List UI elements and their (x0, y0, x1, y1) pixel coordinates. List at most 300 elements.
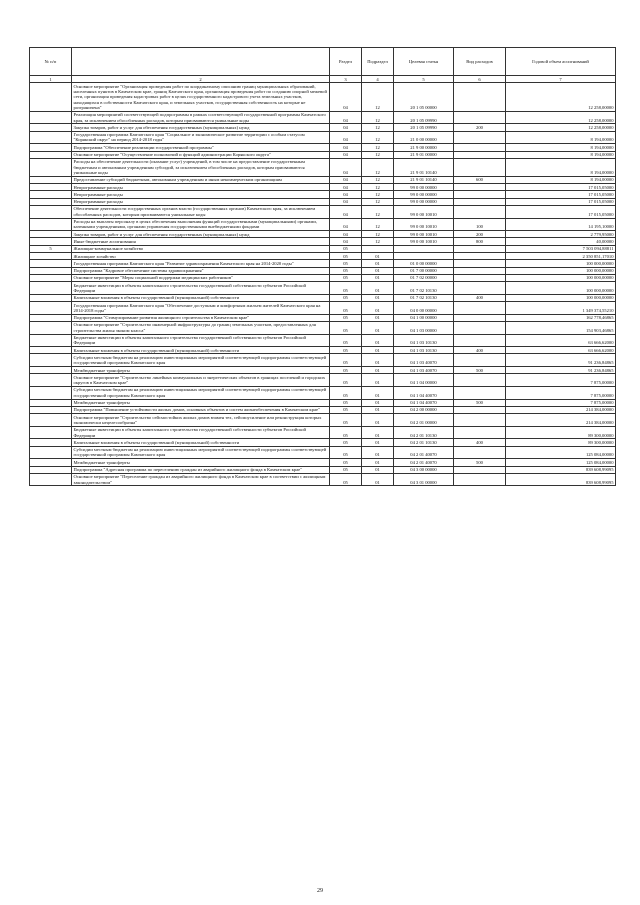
row-name: Государственная программа Камчатского края "Развитие здравоохранения Камчатского края на 2014-2020 годы" (72, 260, 330, 267)
column-index-row (30, 76, 616, 83)
row-amount: 154 903,46865 (506, 321, 616, 334)
table-header-row (30, 48, 616, 76)
row-section: 04 (330, 205, 362, 218)
header-name (72, 48, 330, 76)
row-name: Непрограммные расходы (72, 198, 330, 205)
row-name: Бюджетные инвестиции в объекты капитального строительства государственной собственности субъектов Российской Федерации (72, 426, 330, 439)
row-number (30, 354, 72, 367)
row-amount: 839 608,99095 (506, 473, 616, 486)
row-expense-type (454, 111, 506, 124)
row-name: Основное мероприятие "Строительство линейных коммунальных и энергетических объектов в границах поселений и городских округов в Камчатском крае" (72, 374, 330, 387)
row-section: 05 (330, 399, 362, 406)
row-subsection: 01 (362, 386, 394, 399)
row-article: 04 1 00 00000 (394, 314, 454, 321)
row-expense-type (454, 144, 506, 151)
row-section: 05 (330, 282, 362, 295)
row-amount: 100 000,00000 (506, 260, 616, 267)
row-article: 20 1 05 09990 (394, 124, 454, 131)
row-article: 99 0 00 10010 (394, 238, 454, 245)
row-article: 99 0 00 00000 (394, 191, 454, 198)
row-name: Иные бюджетные ассигнования (72, 238, 330, 245)
row-name: Реализация мероприятий соответствующей подпрограммы в рамках соответствующей государственной программы Камчатского края, за исключением обособленных расходов, которым присваиваются уникальные коды (72, 111, 330, 124)
row-section: 05 (330, 446, 362, 459)
row-expense-type (454, 267, 506, 274)
row-number (30, 83, 72, 111)
row-name: Предоставление субсидий бюджетным, автономным учреждениям и иным некоммерческим организациям (72, 176, 330, 183)
row-article: 99 0 00 10010 (394, 231, 454, 238)
row-number (30, 111, 72, 124)
row-amount: 100 000,00000 (506, 294, 616, 301)
row-expense-type (454, 302, 506, 315)
row-expense-type (454, 473, 506, 486)
row-expense-type: 400 (454, 347, 506, 354)
row-article: 04 0 00 00000 (394, 302, 454, 315)
row-expense-type (454, 191, 506, 198)
row-subsection: 01 (362, 347, 394, 354)
row-section: 05 (330, 414, 362, 427)
row-number (30, 426, 72, 439)
row-name: Межбюджетные трансферты (72, 367, 330, 374)
row-section: 04 (330, 111, 362, 124)
row-name: Непрограммные расходы (72, 191, 330, 198)
row-article: 04 2 01 00000 (394, 414, 454, 427)
row-number (30, 473, 72, 486)
row-name: Подпрограмма "Адресная программа по переселению граждан из аварийного жилищного фонда в Камчатском крае" (72, 466, 330, 473)
row-number (30, 231, 72, 238)
row-expense-type (454, 414, 506, 427)
table-row (30, 426, 616, 439)
row-article: 04 2 00 00000 (394, 406, 454, 413)
row-name: Подпрограмма "Кадровое обеспечение системы здравоохранения" (72, 267, 330, 274)
row-subsection: 01 (362, 367, 394, 374)
row-name: Капитальные вложения в объекты государственной (муниципальной) собственности (72, 294, 330, 301)
table-row (30, 131, 616, 144)
row-number (30, 260, 72, 267)
row-section: 04 (330, 83, 362, 111)
row-name: Основное мероприятие "Меры социальной поддержки медицинских работников" (72, 274, 330, 281)
row-amount: 7 503 094,88811 (506, 245, 616, 252)
row-subsection: 12 (362, 205, 394, 218)
row-amount: 162 778,46865 (506, 314, 616, 321)
row-amount: 89 300,00000 (506, 426, 616, 439)
row-subsection: 01 (362, 321, 394, 334)
row-name: Субсидии местным бюджетам на реализацию инвестиционных мероприятий соответствующей подпрограммы соответствующей государственной программы Камчатского края (72, 446, 330, 459)
row-expense-type (454, 354, 506, 367)
row-expense-type: 400 (454, 439, 506, 446)
row-number (30, 144, 72, 151)
row-article: 21 9 00 00000 (394, 144, 454, 151)
row-number (30, 253, 72, 260)
row-expense-type: 200 (454, 124, 506, 131)
table-row (30, 294, 616, 301)
row-article: 01 7 00 00000 (394, 267, 454, 274)
table-row (30, 354, 616, 367)
row-number (30, 459, 72, 466)
row-expense-type: 600 (454, 176, 506, 183)
row-number (30, 446, 72, 459)
row-name: Подпрограмма "Повышение устойчивости жилых домов, основных объектов и систем жизнеобеспечения в Камчатском крае" (72, 406, 330, 413)
row-amount: 12 258,00000 (506, 124, 616, 131)
row-name: Основное мероприятие "Переселение граждан из аварийного жилищного фонда в Камчатском крае в соответствии с жилищным законодательством" (72, 473, 330, 486)
row-expense-type (454, 198, 506, 205)
row-subsection: 01 (362, 334, 394, 347)
row-section: 05 (330, 260, 362, 267)
row-section: 05 (330, 374, 362, 387)
row-subsection: 01 (362, 294, 394, 301)
row-section: 04 (330, 218, 362, 231)
row-amount: 8 194,00000 (506, 151, 616, 158)
header-num: № п/п (30, 48, 72, 76)
row-article: 04 1 04 00000 (394, 374, 454, 387)
row-amount: 100 000,00000 (506, 274, 616, 281)
row-article: 04 1 03 40070 (394, 367, 454, 374)
row-amount: 7 875,00000 (506, 386, 616, 399)
row-section: 05 (330, 439, 362, 446)
row-subsection: 01 (362, 267, 394, 274)
row-name: Обеспечение деятельности государственных органов власти (государственных органов) Камчатского края, за исключением обособленных расходов, которым присваиваются уникальные коды (72, 205, 330, 218)
row-section: 05 (330, 274, 362, 281)
row-expense-type (454, 321, 506, 334)
row-expense-type (454, 386, 506, 399)
row-name: Капитальные вложения в объекты государственной (муниципальной) собственности (72, 439, 330, 446)
row-subsection: 12 (362, 218, 394, 231)
row-number (30, 124, 72, 131)
row-expense-type: 500 (454, 399, 506, 406)
row-article: 04 2 01 40070 (394, 459, 454, 466)
row-amount: 2 779,95000 (506, 231, 616, 238)
row-amount: 12 258,00000 (506, 111, 616, 124)
row-article (394, 245, 454, 252)
row-name: Подпрограмма "Стимулирование развития жилищного строительства в Камчатском крае" (72, 314, 330, 321)
row-section: 05 (330, 367, 362, 374)
row-subsection: 01 (362, 466, 394, 473)
row-subsection: 01 (362, 406, 394, 413)
row-amount: 100 000,00000 (506, 267, 616, 274)
row-number (30, 302, 72, 315)
row-number (30, 191, 72, 198)
row-expense-type: 100 (454, 218, 506, 231)
table-row (30, 466, 616, 473)
table-row (30, 124, 616, 131)
row-section: 04 (330, 231, 362, 238)
row-number (30, 238, 72, 245)
row-number (30, 198, 72, 205)
row-subsection: 12 (362, 231, 394, 238)
row-subsection: 12 (362, 184, 394, 191)
table-row (30, 144, 616, 151)
row-number (30, 267, 72, 274)
table-row (30, 414, 616, 427)
table-row (30, 267, 616, 274)
header-amount: Годовой объем ассигнований (506, 48, 616, 76)
row-article: 01 7 02 00000 (394, 274, 454, 281)
row-section: 05 (330, 426, 362, 439)
budget-table-sheet (29, 47, 615, 486)
row-subsection: 01 (362, 282, 394, 295)
row-subsection: 01 (362, 253, 394, 260)
row-subsection: 12 (362, 158, 394, 176)
row-section: 05 (330, 334, 362, 347)
row-section: 04 (330, 158, 362, 176)
row-expense-type (454, 334, 506, 347)
table-row (30, 158, 616, 176)
row-expense-type: 500 (454, 367, 506, 374)
row-subsection: 01 (362, 260, 394, 267)
row-amount: 89 300,00000 (506, 439, 616, 446)
row-subsection: 12 (362, 176, 394, 183)
row-amount: 8 194,00000 (506, 144, 616, 151)
row-name: Жилищно-коммунальное хозяйство (72, 245, 330, 252)
row-number (30, 218, 72, 231)
table-row (30, 151, 616, 158)
row-subsection: 12 (362, 83, 394, 111)
header-subsection: Подраздел (362, 48, 394, 76)
row-expense-type (454, 466, 506, 473)
row-subsection: 12 (362, 131, 394, 144)
row-number (30, 294, 72, 301)
row-expense-type (454, 374, 506, 387)
table-row (30, 459, 616, 466)
table-row (30, 374, 616, 387)
table-row (30, 314, 616, 321)
row-subsection: 01 (362, 446, 394, 459)
row-number (30, 321, 72, 334)
row-section: 05 (330, 354, 362, 367)
row-expense-type: 200 (454, 231, 506, 238)
row-expense-type (454, 131, 506, 144)
row-subsection: 01 (362, 439, 394, 446)
row-article: 04 3 01 00000 (394, 473, 454, 486)
column-index: 4 (362, 76, 394, 83)
row-number (30, 131, 72, 144)
row-subsection: 01 (362, 414, 394, 427)
table-row (30, 191, 616, 198)
row-number (30, 282, 72, 295)
row-amount: 7 875,00000 (506, 399, 616, 406)
row-section: 05 (330, 473, 362, 486)
row-section: 04 (330, 151, 362, 158)
row-amount: 63 666,62000 (506, 334, 616, 347)
table-row (30, 245, 616, 252)
header-article: Целевая статья (394, 48, 454, 76)
row-name: Жилищное хозяйство (72, 253, 330, 260)
row-section: 05 (330, 321, 362, 334)
row-subsection: 01 (362, 374, 394, 387)
table-row (30, 184, 616, 191)
row-subsection: 12 (362, 111, 394, 124)
row-number (30, 205, 72, 218)
row-article: 04 1 03 40070 (394, 354, 454, 367)
table-row (30, 399, 616, 406)
table-row (30, 321, 616, 334)
column-index: 2 (72, 76, 330, 83)
row-amount: 8 194,00000 (506, 158, 616, 176)
row-expense-type (454, 274, 506, 281)
table-row (30, 231, 616, 238)
row-article: 99 0 00 00000 (394, 184, 454, 191)
row-amount: 125 084,00000 (506, 459, 616, 466)
row-subsection: 01 (362, 459, 394, 466)
row-number (30, 374, 72, 387)
table-row (30, 260, 616, 267)
table-row (30, 282, 616, 295)
row-number (30, 399, 72, 406)
row-section: 05 (330, 466, 362, 473)
table-row (30, 367, 616, 374)
row-name: Межбюджетные трансферты (72, 459, 330, 466)
row-name: Закупка товаров, работ и услуг для обеспечения государственных (муниципальных) нужд (72, 124, 330, 131)
table-row (30, 406, 616, 413)
table-row (30, 302, 616, 315)
row-number (30, 274, 72, 281)
table-row (30, 176, 616, 183)
row-name: Непрограммные расходы (72, 184, 330, 191)
row-amount: 214 384,00000 (506, 406, 616, 413)
row-amount: 17 015,05000 (506, 198, 616, 205)
row-article: 04 1 04 40070 (394, 386, 454, 399)
table-body (30, 83, 616, 486)
row-subsection: 12 (362, 238, 394, 245)
row-article: 04 2 01 10130 (394, 439, 454, 446)
row-subsection: 01 (362, 314, 394, 321)
row-name: Расходы на обеспечение деятельности (оказание услуг) учреждений, в том числе на предоставление государственным бюджетным и автономным учреждениям субсидий, за исключением обособленных расходов, которым присваиваются уникальные коды (72, 158, 330, 176)
row-name: Подпрограмма "Обеспечение реализации государственной программы" (72, 144, 330, 151)
row-article: 21 9 01 00000 (394, 151, 454, 158)
row-subsection: 01 (362, 473, 394, 486)
row-article: 20 1 05 00000 (394, 83, 454, 111)
row-name: Основное мероприятие "Строительство сейсмостойких жилых домов взамен тех, сейсмоусиление или реконструкция которых экономически нецелесообразна" (72, 414, 330, 427)
row-section: 05 (330, 302, 362, 315)
row-amount: 839 608,99095 (506, 466, 616, 473)
row-subsection: 01 (362, 426, 394, 439)
row-section: 04 (330, 124, 362, 131)
row-expense-type (454, 184, 506, 191)
row-section: 04 (330, 238, 362, 245)
table-row (30, 198, 616, 205)
row-subsection: 12 (362, 144, 394, 151)
row-amount: 7 875,00000 (506, 374, 616, 387)
row-section: 05 (330, 459, 362, 466)
row-expense-type (454, 83, 506, 111)
row-article: 99 0 00 10010 (394, 218, 454, 231)
row-article: 04 2 01 40070 (394, 446, 454, 459)
row-section: 05 (330, 314, 362, 321)
row-amount: 1 349 374,55210 (506, 302, 616, 315)
row-article: 04 3 00 00000 (394, 466, 454, 473)
row-section: 05 (330, 267, 362, 274)
row-amount: 91 236,84865 (506, 367, 616, 374)
row-section: 04 (330, 184, 362, 191)
row-subsection: 01 (362, 302, 394, 315)
row-amount: 17 015,05000 (506, 184, 616, 191)
row-number (30, 386, 72, 399)
row-article: 99 0 00 10010 (394, 205, 454, 218)
row-number (30, 439, 72, 446)
row-subsection: 12 (362, 198, 394, 205)
row-article: 01 7 02 10130 (394, 294, 454, 301)
column-index: 3 (330, 76, 362, 83)
row-expense-type: 500 (454, 459, 506, 466)
row-subsection: 12 (362, 191, 394, 198)
row-name: Субсидии местным бюджетам на реализацию инвестиционных мероприятий соответствующей подпрограммы соответствующей государственной программы Камчатского края (72, 354, 330, 367)
row-expense-type (454, 260, 506, 267)
row-number (30, 184, 72, 191)
row-article: 04 1 04 40070 (394, 399, 454, 406)
row-name: Субсидии местным бюджетам на реализацию инвестиционных мероприятий соответствующей подпрограммы соответствующей государственной программы Камчатского края (72, 386, 330, 399)
table-row (30, 446, 616, 459)
row-article: 99 0 00 00000 (394, 198, 454, 205)
row-article: 04 1 03 10130 (394, 334, 454, 347)
table-row (30, 253, 616, 260)
row-expense-type (454, 426, 506, 439)
row-article: 21 9 01 10140 (394, 158, 454, 176)
row-number (30, 347, 72, 354)
table-row (30, 274, 616, 281)
row-section: 04 (330, 191, 362, 198)
row-number (30, 414, 72, 427)
row-section: 05 (330, 406, 362, 413)
table-row (30, 386, 616, 399)
row-number (30, 334, 72, 347)
row-article: 21 0 00 00000 (394, 131, 454, 144)
row-amount: 63 666,62000 (506, 347, 616, 354)
row-name: Межбюджетные трансферты (72, 399, 330, 406)
row-name: Капитальные вложения в объекты государственной (муниципальной) собственности (72, 347, 330, 354)
row-article: 04 1 03 10130 (394, 347, 454, 354)
column-index: 6 (454, 76, 506, 83)
table-row (30, 83, 616, 111)
row-amount: 2 350 851,17010 (506, 253, 616, 260)
row-name: Бюджетные инвестиции в объекты капитального строительства государственной собственности субъектов Российской Федерации (72, 334, 330, 347)
row-number (30, 367, 72, 374)
row-number: 5 (30, 245, 72, 252)
row-name: Бюджетные инвестиции в объекты капитального строительства государственной собственности субъектов Российской Федерации (72, 282, 330, 295)
row-article (394, 253, 454, 260)
row-name: Основное мероприятие "Строительство инженерной инфраструктуры до границ земельных участков, предоставленных для строительства жилья эконом класса" (72, 321, 330, 334)
table-row (30, 473, 616, 486)
row-expense-type (454, 151, 506, 158)
row-article: 01 0 00 00000 (394, 260, 454, 267)
row-expense-type: 400 (454, 294, 506, 301)
row-section: 04 (330, 144, 362, 151)
row-amount: 100 000,00000 (506, 282, 616, 295)
table-row (30, 205, 616, 218)
row-amount: 8 194,00000 (506, 176, 616, 183)
row-amount: 125 084,00000 (506, 446, 616, 459)
row-expense-type (454, 245, 506, 252)
row-expense-type (454, 446, 506, 459)
row-expense-type (454, 282, 506, 295)
column-index: 1 (30, 76, 72, 83)
table-row (30, 334, 616, 347)
row-name: Основное мероприятие "Организация проведения работ по координатному описанию границ муниципальных образований, населенных пунктов в Камчатском крае, границ Камчатского края, организация проведения работ по созданию опорной межевой сети, организация проведения кадастровых работ в целях государственного кадастрового учета земельных участков, находящихся в собственности Камчатского края, и земельных участков, государственная собственность на которые не разграничена" (72, 83, 330, 111)
row-amount: 40,00000 (506, 238, 616, 245)
header-expense-type: Вид расходов (454, 48, 506, 76)
row-number (30, 406, 72, 413)
row-amount: 14 195,10000 (506, 218, 616, 231)
column-index: 7 (506, 76, 616, 83)
row-section: 04 (330, 176, 362, 183)
row-article: 04 1 03 00000 (394, 321, 454, 334)
row-amount: 17 015,05000 (506, 191, 616, 198)
row-subsection: 12 (362, 124, 394, 131)
row-number (30, 314, 72, 321)
row-amount: 91 236,84865 (506, 354, 616, 367)
row-expense-type: 800 (454, 238, 506, 245)
row-subsection: 01 (362, 399, 394, 406)
row-amount: 12 258,00000 (506, 83, 616, 111)
row-article: 01 7 02 10130 (394, 282, 454, 295)
